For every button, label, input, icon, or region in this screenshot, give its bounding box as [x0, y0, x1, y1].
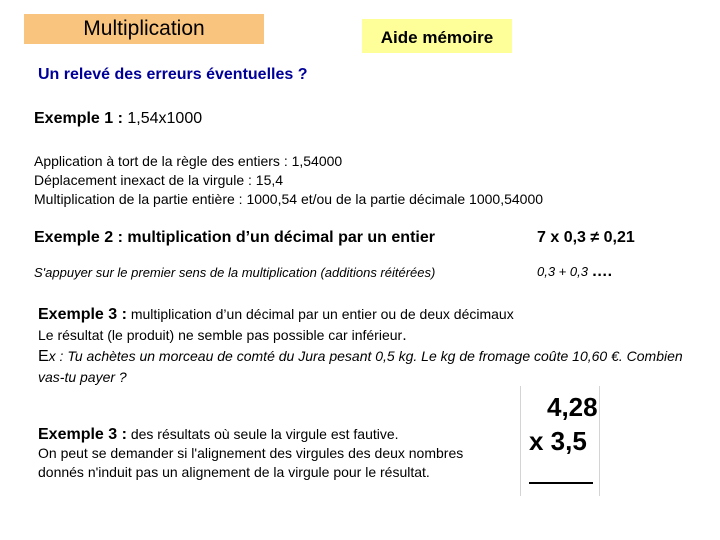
- error-line: Application à tort de la règle des entiers : 1,54000: [34, 153, 343, 169]
- exemple3-label: Exemple 3 :: [38, 306, 127, 323]
- aide-memoire-banner: [362, 19, 512, 53]
- exemple4: [38, 425, 468, 482]
- calc-row2: x 3,5: [529, 426, 587, 456]
- exemple1-errors: [34, 152, 543, 209]
- exemple1: [34, 110, 202, 128]
- exemple4-body: On peut se demander si l'alignement des virgules des deux nombres donnés n'induit pas un alignement de la virgule pour le résultat.: [38, 445, 464, 480]
- exemple4-text: des résultats où seule la virgule est fautive.: [130, 426, 399, 442]
- exemple3: [38, 304, 708, 387]
- exemple3-line2: Le résultat (le produit) ne semble pas possible car inférieur: [38, 327, 403, 343]
- exemple1-label: Exemple 1 :: [34, 110, 123, 127]
- exemple2-label: Exemple 2 : multiplication d’un décimal par un entier: [34, 229, 435, 246]
- aide-memoire-label: Aide mémoire: [380, 28, 494, 47]
- calc-rule: [529, 482, 593, 484]
- exemple3-line2-end: .: [402, 327, 407, 344]
- page-title: Multiplication: [83, 17, 205, 40]
- exemple3-text: multiplication d’un décimal par un entier ou de deux décimaux: [130, 306, 514, 322]
- exemple1-value: 1,54x1000: [127, 110, 203, 127]
- exemple2-hint-result: [537, 263, 612, 281]
- question-heading: Un relevé des erreurs éventuelles ?: [38, 66, 308, 83]
- exemple4-label: Exemple 3 :: [38, 426, 127, 443]
- calc-row1: 4,28: [547, 392, 598, 422]
- multiplication-image: [520, 386, 600, 496]
- error-line: Multiplication de la partie entière : 1000,54 et/ou de la partie décimale 1000,54000: [34, 191, 544, 207]
- hint-sum: 0,3 + 0,3: [537, 264, 588, 279]
- title-banner: [24, 14, 264, 44]
- error-line: Déplacement inexact de la virgule : 15,4: [34, 172, 284, 188]
- hint-dots: ….: [591, 263, 613, 280]
- exemple2-result: 7 x 0,3 ≠ 0,21: [537, 229, 635, 246]
- exemple3-line3-initial: E: [38, 348, 49, 365]
- exemple2-hint: S'appuyer sur le premier sens de la multiplication (additions réitérées): [34, 265, 436, 280]
- exemple3-line3: x : Tu achètes un morceau de comté du Jura pesant 0,5 kg. Le kg de fromage coûte 10,60 €. Combien vas-tu payer ?: [38, 348, 683, 385]
